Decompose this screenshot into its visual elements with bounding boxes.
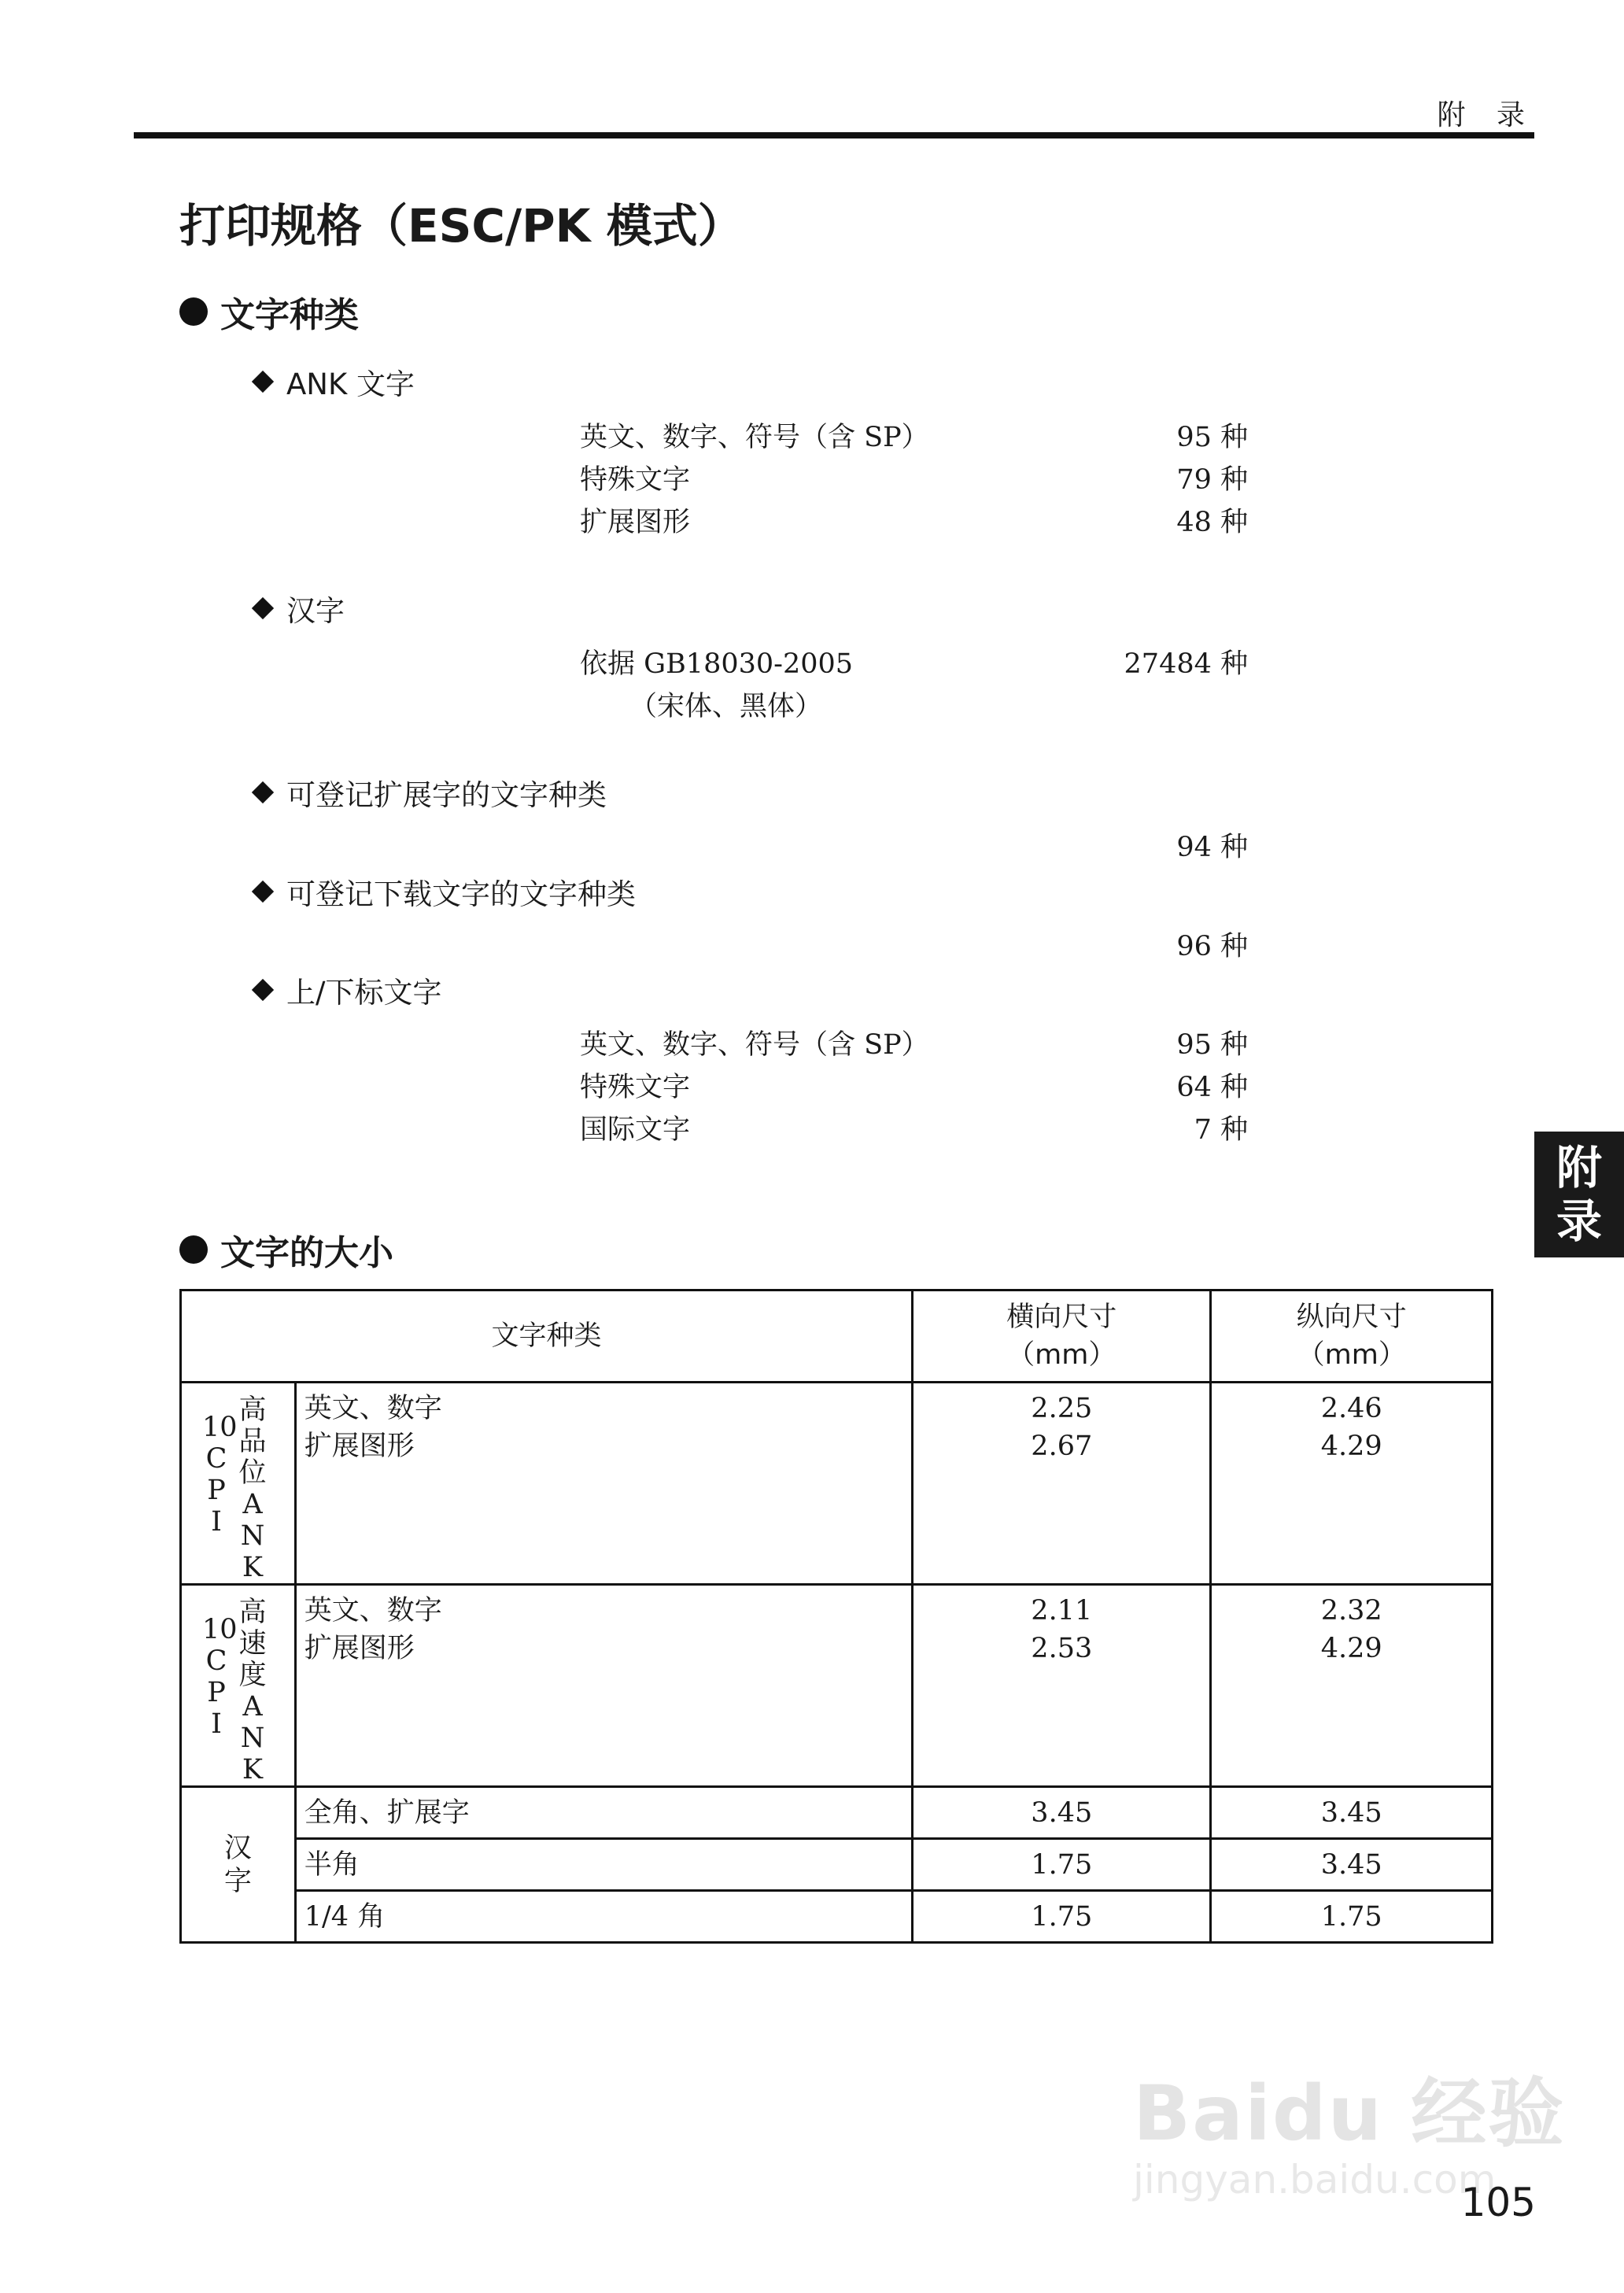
supsub-row-count: 64 种 (1176, 1072, 1248, 1103)
row-label: 扩展图形 (304, 1633, 415, 1664)
value: 4.29 (1320, 1633, 1382, 1664)
section-heading-types-text: 文字种类 (220, 295, 359, 335)
header-rule (134, 132, 1534, 138)
label-char: 汉 (223, 1832, 252, 1864)
group-label-hq-ank (181, 1383, 296, 1585)
supsub-row-count: 7 种 (1194, 1114, 1248, 1146)
section-heading-size-text: 文字的大小 (220, 1233, 393, 1273)
group-label-hs-ank (181, 1585, 296, 1787)
diamond-bullet-icon (252, 781, 274, 803)
cell-horizontal: 1.75 (913, 1891, 1211, 1943)
value: 2.53 (1031, 1633, 1093, 1664)
table-row (181, 1891, 1493, 1943)
diamond-bullet-icon (252, 371, 274, 393)
cell-type: 半角 (295, 1839, 912, 1891)
label-char: N (240, 1723, 265, 1754)
ank-row-label: 英文、数字、符号（含 SP） (580, 422, 929, 453)
ank-row-count: 79 种 (1176, 464, 1248, 496)
group-label-col (202, 1614, 238, 1740)
label-char: 字 (223, 1865, 252, 1897)
table-header-row (181, 1291, 1493, 1383)
cell-horizontal: 1.75 (913, 1839, 1211, 1891)
header-cell-vertical (1211, 1291, 1493, 1383)
diamond-bullet-icon (252, 597, 274, 619)
subheading-kanji (250, 587, 345, 630)
subheading-kanji-text: 汉字 (286, 594, 345, 628)
group-label-col (238, 1394, 267, 1583)
subheading-ank-text: ANK 文字 (286, 367, 415, 401)
char-size-table (179, 1289, 1493, 1944)
table-row (181, 1839, 1493, 1891)
label-char: P (207, 1475, 226, 1506)
supsub-row-label: 英文、数字、符号（含 SP） (580, 1029, 929, 1061)
label-char: 速 (238, 1628, 267, 1660)
bullet-dot-icon (179, 297, 208, 326)
cell-vertical: 3.45 (1211, 1839, 1493, 1891)
subheading-supsub-text: 上/下标文字 (286, 976, 442, 1010)
supsub-row-label: 特殊文字 (580, 1072, 691, 1103)
value: 2.46 (1320, 1393, 1382, 1424)
subheading-ank (250, 360, 415, 403)
download-count: 96 种 (1176, 931, 1248, 962)
ank-row-label: 特殊文字 (580, 464, 691, 496)
running-header: 附 录 (1437, 99, 1536, 131)
header-cell-type: 文字种类 (181, 1291, 913, 1383)
ext-count: 94 种 (1176, 832, 1248, 863)
cell-vertical (1211, 1585, 1493, 1787)
table-row (181, 1585, 1493, 1787)
subheading-download (250, 870, 636, 913)
section-heading-size (179, 1224, 393, 1275)
appendix-side-tab (1534, 1132, 1624, 1257)
page-title: 打印规格（ESC/PK 模式） (179, 199, 744, 253)
label-char: 位 (238, 1457, 267, 1489)
label-char: N (240, 1520, 265, 1552)
label-char: K (242, 1552, 264, 1583)
ank-row-count: 95 种 (1176, 422, 1248, 453)
cell-vertical: 1.75 (1211, 1891, 1493, 1943)
watermark-url-text: jingyan.baidu.com (1133, 2157, 1497, 2203)
subheading-ext (250, 771, 607, 814)
label-char: 10 (202, 1412, 238, 1443)
label-char: A (242, 1691, 263, 1723)
kanji-note: （宋体、黑体） (629, 691, 823, 722)
table-row (181, 1787, 1493, 1839)
ank-row-label: 扩展图形 (580, 507, 691, 538)
cell-type: 1/4 角 (295, 1891, 912, 1943)
value: 4.29 (1320, 1431, 1382, 1462)
bullet-dot-icon (179, 1235, 208, 1264)
watermark-main-text: Baidu 经验 (1133, 2070, 1566, 2158)
value: 2.11 (1031, 1595, 1093, 1627)
value: 2.67 (1031, 1431, 1093, 1462)
subheading-download-text: 可登记下载文字的文字种类 (286, 877, 636, 911)
group-label-col (238, 1597, 267, 1785)
cell-horizontal (913, 1383, 1211, 1585)
cell-type: 全角、扩展字 (295, 1787, 912, 1839)
label-char: 高 (238, 1597, 267, 1628)
label-char: 品 (238, 1426, 267, 1457)
label-char: C (205, 1645, 227, 1677)
header-vertical-label: 纵向尺寸 (1296, 1302, 1407, 1333)
diamond-bullet-icon (252, 979, 274, 1001)
row-label: 英文、数字 (304, 1595, 442, 1627)
label-char: 度 (238, 1660, 267, 1691)
side-tab-line: 附 (1556, 1141, 1602, 1195)
header-vertical-unit: （mm） (1297, 1339, 1406, 1371)
side-tab-line: 录 (1556, 1195, 1602, 1248)
value: 2.32 (1320, 1595, 1382, 1627)
label-char: K (242, 1754, 264, 1785)
cell-vertical: 3.45 (1211, 1787, 1493, 1839)
group-label-kanji (181, 1787, 296, 1943)
table-row (181, 1383, 1493, 1585)
header-horizontal-unit: （mm） (1007, 1339, 1116, 1371)
kanji-count: 27484 种 (1124, 648, 1248, 680)
value: 2.25 (1031, 1393, 1093, 1424)
page-number: 105 (1460, 2180, 1536, 2225)
section-heading-types (179, 286, 359, 337)
kanji-label: 依据 GB18030-2005 (580, 648, 854, 680)
row-label: 扩展图形 (304, 1431, 415, 1462)
diamond-bullet-icon (252, 881, 274, 903)
label-char: 高 (238, 1394, 267, 1426)
cell-type (295, 1585, 912, 1787)
cell-vertical (1211, 1383, 1493, 1585)
supsub-row-count: 95 种 (1176, 1029, 1248, 1061)
label-char: I (211, 1708, 222, 1740)
label-char: 10 (202, 1614, 238, 1645)
label-char: P (207, 1677, 226, 1708)
header-cell-horizontal (913, 1291, 1211, 1383)
group-label-col (182, 1832, 294, 1898)
header-horizontal-label: 横向尺寸 (1006, 1302, 1117, 1333)
group-label-col (202, 1412, 238, 1538)
supsub-row-label: 国际文字 (580, 1114, 691, 1146)
row-label: 英文、数字 (304, 1393, 442, 1424)
cell-horizontal: 3.45 (913, 1787, 1211, 1839)
subheading-ext-text: 可登记扩展字的文字种类 (286, 778, 607, 812)
label-char: A (242, 1489, 263, 1520)
subheading-supsub (250, 969, 441, 1011)
label-char: C (205, 1443, 227, 1475)
cell-horizontal (913, 1585, 1211, 1787)
cell-type (295, 1383, 912, 1585)
ank-row-count: 48 种 (1176, 507, 1248, 538)
label-char: I (211, 1506, 222, 1538)
